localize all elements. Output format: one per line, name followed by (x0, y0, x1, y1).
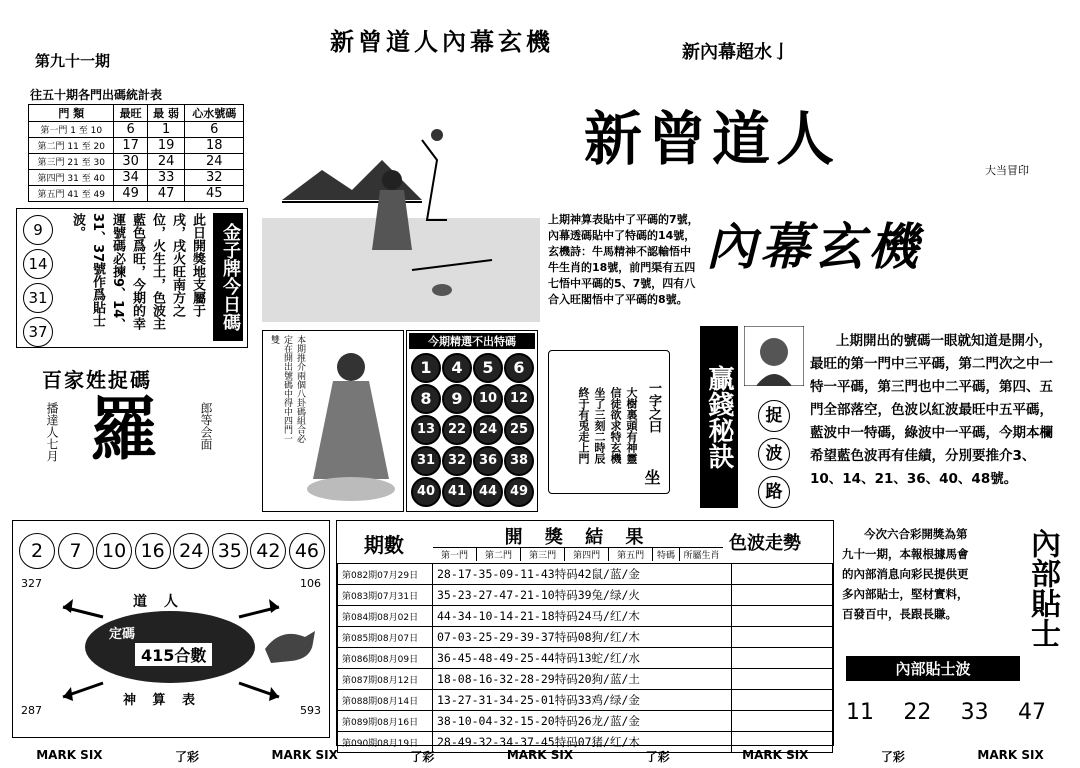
table-caption: 往五十期各門出碼統計表 (30, 88, 163, 102)
footer-banner (0, 748, 1080, 766)
footer-item: MARK SIX (742, 748, 809, 762)
no-special-ball: 13 (411, 415, 441, 445)
no-special-ball: 41 (442, 477, 472, 507)
sub-header: 第一門 (433, 548, 477, 561)
insider-number: 47 (1017, 700, 1046, 725)
no-special-ball: 36 (473, 446, 503, 476)
lucky-box (12, 520, 330, 738)
no-special-ball: 6 (504, 353, 534, 383)
portrait-illustration (744, 326, 804, 386)
sub-header: 所屬生肖 (683, 551, 720, 561)
no-special-title: 今期精選不出特碼 (409, 333, 535, 349)
sub-header: 第三門 (521, 548, 565, 561)
tips-box (16, 208, 248, 348)
stats-door-label: 第四門 31 至 40 (29, 170, 114, 186)
results-trend-header: 色波走勢 (729, 533, 801, 554)
no-special-ball: 22 (442, 415, 472, 445)
issue-number: 第九十一期 (35, 52, 111, 70)
no-special-ball: 1 (411, 353, 441, 383)
stats-header-row (29, 105, 244, 122)
footer-item: MARK SIX (977, 748, 1044, 762)
bagua-text: 本期推介兩個八卦碼組合必定在開出號碼中得中四門一雙 (269, 335, 305, 443)
results-period-header: 期數 (364, 533, 404, 557)
win-secret-badge: 贏錢秘訣 (700, 326, 738, 508)
stats-door-label: 第五門 41 至 49 (29, 186, 114, 202)
result-row (338, 627, 833, 648)
result-row (338, 564, 833, 585)
sub-header: 第四門 (565, 548, 609, 561)
sub-header: 第二門 (477, 548, 521, 561)
tips-side-label: 金子牌今日碼 (213, 213, 243, 341)
stats-max: 17 (114, 138, 147, 154)
result-period: 第084期08月02日 (338, 606, 433, 627)
no-special-ball: 12 (504, 384, 534, 414)
no-special-ball: 40 (411, 477, 441, 507)
stats-max: 6 (114, 122, 147, 138)
logo-line2: 內幕玄機 (706, 218, 922, 276)
sub-header: 特碼 (653, 548, 680, 561)
footer-item: 了彩 (410, 750, 435, 764)
result-period: 第082期07月29日 (338, 564, 433, 585)
poem-scroll (548, 350, 670, 494)
stats-max: 49 (114, 186, 147, 202)
lucky-number: 10 (96, 533, 132, 569)
no-special-ball: 44 (473, 477, 503, 507)
stats-door-label: 第一門 1 至 10 (29, 122, 114, 138)
result-draw: 13-27-31-34-25-01特码33鸡/绿/金 (433, 690, 732, 711)
stats-header: 心水號碼 (185, 105, 244, 122)
insider-number: 22 (903, 700, 932, 725)
tips-numbers (23, 215, 55, 347)
result-draw: 18-08-16-32-28-29特码20狗/蓝/土 (433, 669, 732, 690)
surname-title: 百家姓捉碼 (42, 368, 152, 392)
no-special-ball: 49 (504, 477, 534, 507)
stats-min: 33 (147, 170, 185, 186)
result-period: 第085期08月07日 (338, 627, 433, 648)
surname-right-text: 郎等会面 (199, 402, 213, 450)
insider-text: 今次六合彩開獎為第九十一期，本報根據馬會的內部消息向彩民提供更多內部貼士，堅材實料，百發百中，長跟長賺。 (842, 527, 969, 621)
results-title: 開 獎 結 果 (504, 527, 652, 548)
poem-line: 信徒欲求特玄機 (609, 387, 622, 464)
footer-item: MARK SIX (36, 748, 103, 762)
poem-line: 大樹裏頭有神靈 (625, 387, 638, 464)
no-special-ball: 10 (473, 384, 503, 414)
lucky-number: 46 (289, 533, 325, 569)
sage-illustration (262, 100, 540, 322)
footer-item: MARK SIX (271, 748, 338, 762)
stats-row (29, 122, 244, 138)
tiger-illustration (261, 619, 319, 669)
poem-line: 一字之曰 (646, 381, 661, 433)
lucky-number: 7 (58, 533, 94, 569)
tip-number-circle: 9 (23, 215, 53, 245)
result-row (338, 648, 833, 669)
surname-left-text: 播達人七月 (45, 402, 59, 462)
result-period: 第088期08月14日 (338, 690, 433, 711)
insider-title: 內部貼士波 (846, 656, 1020, 681)
footer-item: 了彩 (175, 750, 200, 764)
result-draw: 35-23-27-47-21-10特码39兔/绿/火 (433, 585, 732, 606)
catch-char: 捉 (758, 400, 790, 432)
analysis-text: 上期開出的號碼一眼就知道是開小，最旺的第一門中三平碼，第二門次之中一特一平碼，第三門也中二平碼，第四、五門全部落空，色波以紅波最旺中五平碼，藍波中一特碼，綠波中一平碼，今期本欄希望藍色波再有佳績，分別要推介3、10、14、21、36、40、48號。 (810, 333, 1053, 487)
tips-text: 此日開獎地支屬于戌，戌火旺南方之位，火生土，色波主藍色爲旺，今期的幸運號碼必揀9、14、31、37號作爲貼士波。 (70, 213, 205, 332)
no-special-ball: 4 (442, 353, 472, 383)
stats-min: 1 (147, 122, 185, 138)
no-special-box (406, 330, 538, 512)
page-subtitle: 新內幕超水亅 (682, 42, 790, 63)
insider-number: 33 (960, 700, 989, 725)
result-trend-cell (732, 585, 833, 606)
stats-min: 47 (147, 186, 185, 202)
center-value: 415合數 (135, 643, 212, 666)
logo-line1: 新曾道人 (584, 105, 841, 173)
result-row (338, 669, 833, 690)
stats-pick: 6 (185, 122, 244, 138)
guanyin-illustration (303, 339, 399, 507)
result-period: 第086期08月09日 (338, 648, 433, 669)
no-special-ball: 24 (473, 415, 503, 445)
tip-number-circle: 37 (23, 317, 53, 347)
result-trend-cell (732, 564, 833, 585)
no-special-ball: 9 (442, 384, 472, 414)
result-period: 第083期07月31日 (338, 585, 433, 606)
result-draw: 28-49-32-34-37-45特码07猪/红/木 (433, 732, 732, 753)
insider-side-label: 內部貼士 (1025, 528, 1060, 648)
corner-number: 593 (300, 704, 321, 717)
corner-number: 327 (21, 577, 42, 590)
stats-row (29, 186, 244, 202)
stats-door-label: 第三門 21 至 30 (29, 154, 114, 170)
stats-max: 34 (114, 170, 147, 186)
corner-number: 106 (300, 577, 321, 590)
corner-number: 287 (21, 704, 42, 717)
result-row (338, 606, 833, 627)
stats-header: 最旺 (114, 105, 147, 122)
result-draw: 36-45-48-49-25-44特码13蛇/红/水 (433, 648, 732, 669)
results-box (336, 520, 834, 749)
results-sub-headers (433, 547, 723, 561)
result-draw: 44-34-10-14-21-18特码24马/红/木 (433, 606, 732, 627)
lucky-number: 24 (173, 533, 209, 569)
footer-item: 了彩 (880, 750, 905, 764)
stats-pick: 32 (185, 170, 244, 186)
stats-header: 門 類 (29, 105, 114, 122)
no-special-ball: 32 (442, 446, 472, 476)
lucky-number: 35 (212, 533, 248, 569)
catch-wave-label (758, 400, 790, 508)
last-issue-text: 上期神算表貼中了平碼的7號，內幕透碼貼中了特碼的14號，玄機詩：牛馬精神不認輸悟中牛生肖的18號，前門渠有五四七悟中平碼的5、7號，四有八合入旺閣悟中了平碼的8號。 (548, 213, 699, 306)
insider-number: 11 (846, 700, 874, 725)
lucky-number: 42 (250, 533, 286, 569)
center-ellipse (85, 611, 255, 683)
catch-char: 路 (758, 476, 790, 508)
result-period: 第090期08月19日 (338, 732, 433, 753)
bagua-box (262, 330, 404, 512)
stats-min: 24 (147, 154, 185, 170)
poem-line: 坐 (642, 469, 661, 485)
no-special-ball: 5 (473, 353, 503, 383)
stats-header: 最 弱 (147, 105, 185, 122)
result-row (338, 690, 833, 711)
lucky-number: 2 (19, 533, 55, 569)
door-stats-table (28, 104, 244, 202)
no-special-ball: 38 (504, 446, 534, 476)
lucky-number: 16 (135, 533, 171, 569)
result-trend-cell (732, 690, 833, 711)
stats-door-label: 第二門 11 至 20 (29, 138, 114, 154)
surname-big-char: 羅 (90, 390, 159, 470)
page-title: 新曾道人內幕玄機 (330, 28, 554, 56)
stats-row (29, 170, 244, 186)
result-trend-cell (732, 711, 833, 732)
result-row (338, 585, 833, 606)
no-special-ball: 25 (504, 415, 534, 445)
result-draw: 07-03-25-29-39-37特码08狗/红/木 (433, 627, 732, 648)
results-table (337, 563, 833, 753)
no-special-ball: 8 (411, 384, 441, 414)
stats-row (29, 154, 244, 170)
poem-line: 坐了三刻二時辰 (593, 387, 606, 464)
center-label: 定碼 (109, 627, 136, 642)
no-special-ball: 31 (411, 446, 441, 476)
poem-line: 終于有兎走上門 (577, 387, 590, 464)
footer-item: MARK SIX (506, 748, 574, 762)
catch-char: 波 (758, 438, 790, 470)
lucky-numbers-row (19, 533, 325, 569)
insider-numbers (846, 700, 1046, 725)
tip-number-circle: 31 (23, 283, 53, 313)
footer-item: 了彩 (645, 750, 670, 764)
stats-row (29, 138, 244, 154)
result-trend-cell (732, 606, 833, 627)
tip-number-circle: 14 (23, 249, 53, 279)
result-draw: 28-17-35-09-11-43特码42鼠/蓝/金 (433, 564, 732, 585)
sub-header: 第五門 (609, 548, 653, 561)
stats-pick: 18 (185, 138, 244, 154)
lucky-bottom-text: 神 算 表 (123, 693, 202, 708)
printer-label: 大当冒印 (985, 164, 1029, 177)
result-period: 第089期08月16日 (338, 711, 433, 732)
stats-pick: 24 (185, 154, 244, 170)
result-trend-cell (732, 669, 833, 690)
result-trend-cell (732, 648, 833, 669)
result-period: 第087期08月12日 (338, 669, 433, 690)
stats-min: 19 (147, 138, 185, 154)
result-row (338, 711, 833, 732)
stats-pick: 45 (185, 186, 244, 202)
result-trend-cell (732, 627, 833, 648)
result-draw: 38-10-04-32-15-20特码26龙/蓝/金 (433, 711, 732, 732)
stats-max: 30 (114, 154, 147, 170)
lucky-top-text: 道 人 (133, 594, 184, 610)
